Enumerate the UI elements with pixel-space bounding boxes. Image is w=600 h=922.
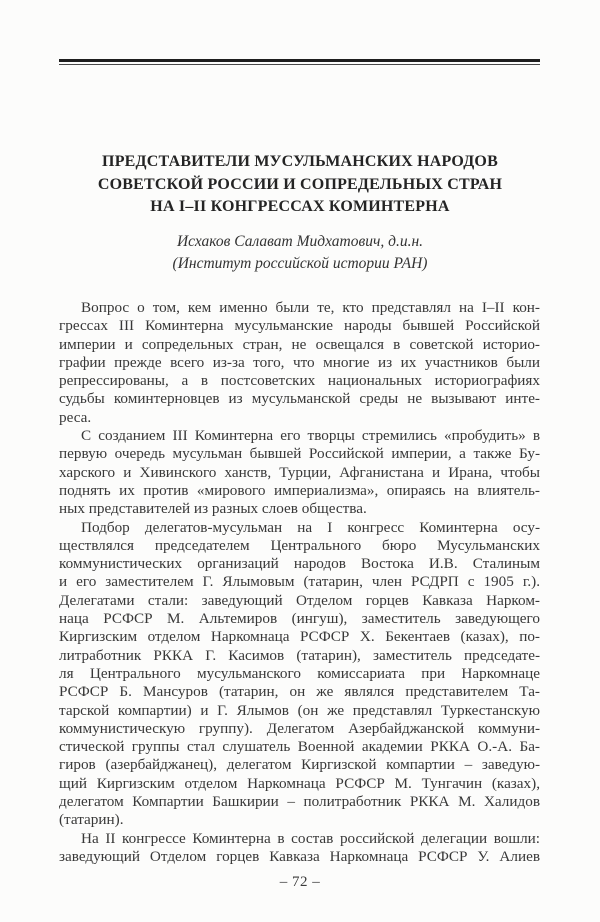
- body-text-line: РСФСР Б. Мансуров (татарин, он же являлся представителем Та-: [59, 683, 540, 701]
- title-line: СОВЕТСКОЙ РОССИИ И СОПРЕДЕЛЬНЫХ СТРАН: [97, 175, 503, 193]
- paragraph: [59, 427, 540, 518]
- body-text-line: гиров (азербайджанец), делегатом Киргизской компартии – заведую-: [59, 756, 540, 774]
- author-line: Исхаков Салават Мидхатович, д.и.н.: [176, 233, 424, 250]
- body-text-line: судьбы коминтерновцев из мусульманской среды не вызывают инте-: [59, 390, 540, 408]
- body-text-line: харского и Хивинского ханств, Турции, Афганистана и Ирана, чтобы: [59, 463, 540, 481]
- body-text-line: коммунистическую группу). Делегатом Азербайджанской коммуни-: [59, 719, 540, 737]
- body-text-line: первую очередь мусульман бывшей Российской империи, а также Бу-: [59, 445, 540, 463]
- body-text-line: поднять их против «мирового империализма», опираясь на влиятель-: [59, 481, 540, 499]
- body-text-line: и его заместителем Г. Ялымовым (татарин, член РСДРП с 1905 г.).: [59, 573, 540, 591]
- title-line: ПРЕДСТАВИТЕЛИ МУСУЛЬМАНСКИХ НАРОДОВ: [102, 153, 498, 170]
- body-text-line: делегатом Компартии Башкирии – политработник РККА М. Халидов: [59, 793, 540, 811]
- article-author: [59, 231, 541, 274]
- body-text-line: репрессированы, а в постсоветских национальных историографиях: [59, 372, 540, 390]
- page-number: – 72 –: [279, 874, 321, 890]
- paragraph: [59, 299, 540, 427]
- body-text-line: грессах III Коминтерна мусульманские народы бывшей Российской: [59, 317, 540, 335]
- body-text-line: графии прежде всего из-за того, что многие из их участников были: [59, 353, 540, 371]
- title-line: НА I–II КОНГРЕССАХ КОМИНТЕРНА: [150, 198, 450, 215]
- body-text-line: Киргизским отделом Наркомнаца РСФСР Х. Бекентаев (казах), по-: [59, 628, 540, 646]
- author-line: (Институт российской истории РАН): [172, 254, 428, 272]
- paragraph: [59, 830, 540, 867]
- body-text-line: С созданием III Коминтерна его творцы стремились «пробудить» в: [81, 427, 540, 445]
- body-text-line: щий Киргизским отделом Наркомнаца РСФСР М. Тунгачин (казах),: [59, 774, 540, 792]
- body-text-line: ля Центрального мусульманского комиссариата при Наркомнаце: [59, 664, 540, 682]
- body-text-line: империи и сопредельных стран, не освещался в советской историо-: [59, 335, 540, 353]
- body-text-line: Подбор делегатов-мусульман на I конгресс Коминтерна осу-: [81, 518, 540, 536]
- paragraph: [59, 519, 540, 830]
- body-text-line: ществлялся председателем Центрального бюро Мусульманских: [59, 536, 540, 554]
- body-text-line: тарской компартии) и Г. Ялымов (он же представлял Туркестанскую: [59, 701, 540, 719]
- body-text-line: На II конгрессе Коминтерна в состав российской делегации вошли:: [81, 829, 540, 847]
- body-text-line: наца РСФСР М. Альтемиров (ингуш), заместитель заведующего: [59, 610, 540, 628]
- body-text-line: реса.: [59, 408, 92, 426]
- body-text-line: Делегатами стали: заведующий Отделом горцев Кавказа Нарком-: [59, 591, 540, 609]
- header-double-rule: [59, 59, 540, 65]
- body-text-line: ных представителей из разных слоев общества.: [59, 500, 367, 518]
- body-text-line: заведующий Отделом горцев Кавказа Наркомнаца РСФСР У. Алиев: [59, 847, 540, 865]
- body-text-line: коммунистических организаций народов Востока И.В. Сталиным: [59, 555, 540, 573]
- body-text-line: Вопрос о том, кем именно были те, кто представлял на I–II кон-: [81, 299, 540, 316]
- article-body: [59, 299, 540, 866]
- article-title: [59, 151, 541, 219]
- body-text-line: стической группы стал слушатель Военной академии РККА О.-А. Ба-: [59, 738, 540, 756]
- body-text-line: литработник РККА Г. Касимов (татарин), заместитель председате-: [59, 646, 540, 664]
- body-text-line: (татарин).: [59, 811, 124, 829]
